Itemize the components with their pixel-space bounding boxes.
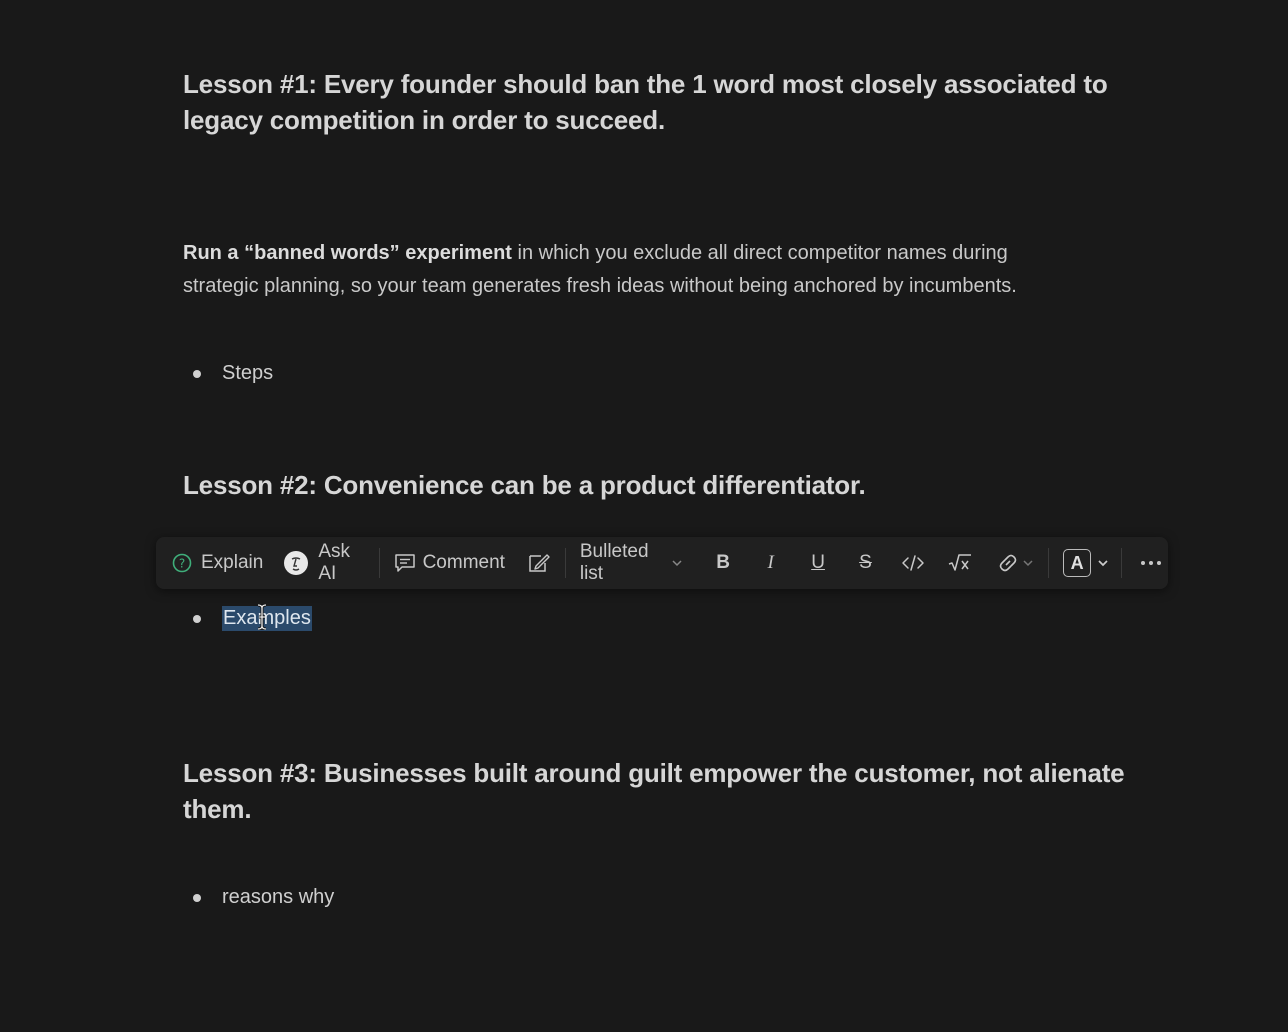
- list-item-reasons-why[interactable]: [193, 886, 334, 909]
- lesson-3-heading-line-1: Lesson #3: Businesses built around guilt empower the customer, not alienate: [183, 758, 1125, 788]
- italic-icon: I: [767, 552, 774, 573]
- lesson-3-heading[interactable]: [183, 755, 1124, 827]
- bullet-dot: [193, 615, 201, 623]
- math-icon: [948, 553, 972, 573]
- lesson-3-heading-line-2: them.: [183, 794, 252, 824]
- formatting-toolbar: [156, 537, 1168, 589]
- list-item-steps[interactable]: [193, 362, 273, 385]
- code-icon: [901, 554, 925, 572]
- more-options-button[interactable]: [1134, 545, 1168, 581]
- text-cursor-icon: [256, 604, 268, 635]
- lesson-1-paragraph-line-2: strategic planning, so your team generates fresh ideas without being anchored by incumbents.: [183, 275, 1017, 297]
- ask-ai-button[interactable]: [277, 541, 370, 584]
- text-color-icon: A: [1063, 549, 1091, 577]
- link-icon: [996, 552, 1020, 574]
- block-type-label: Bulleted list: [579, 541, 649, 584]
- chevron-down-icon: [1022, 558, 1034, 568]
- list-item-examples[interactable]: [193, 606, 312, 631]
- lesson-1-heading-line-2: legacy competition in order to succeed.: [183, 105, 665, 135]
- italic-button[interactable]: [751, 545, 790, 581]
- chevron-down-icon: [671, 558, 683, 568]
- suggest-edit-button[interactable]: [521, 545, 557, 581]
- toolbar-divider: [565, 548, 566, 578]
- bullet-dot: [193, 894, 201, 902]
- ai-face-icon: [283, 550, 309, 576]
- bold-icon: B: [716, 552, 731, 573]
- list-item-text-selected: Examples: [223, 607, 311, 629]
- underline-icon: U: [811, 552, 825, 573]
- code-button[interactable]: [893, 545, 932, 581]
- comment-icon: [394, 553, 416, 573]
- lesson-1-paragraph[interactable]: [183, 237, 1143, 303]
- more-icon: [1140, 560, 1162, 566]
- list-item-text: Steps: [222, 362, 274, 384]
- strikethrough-button[interactable]: [846, 545, 885, 581]
- lesson-2-heading[interactable]: [183, 467, 866, 503]
- lesson-1-paragraph-bold: Run a “banned words” experiment: [183, 242, 512, 264]
- link-button[interactable]: [990, 545, 1040, 581]
- comment-label: Comment: [422, 552, 505, 573]
- bullet-dot: [193, 370, 201, 378]
- toolbar-divider: [379, 548, 380, 578]
- block-type-dropdown[interactable]: [574, 541, 690, 584]
- explain-button[interactable]: [166, 545, 269, 581]
- ask-ai-label: Ask AI: [318, 541, 351, 584]
- bold-button[interactable]: [703, 545, 742, 581]
- toolbar-divider: [1048, 548, 1049, 578]
- lesson-2-heading-line-1: Lesson #2: Convenience can be a product differentiator.: [183, 470, 866, 500]
- comment-button[interactable]: [388, 545, 511, 581]
- equation-button[interactable]: [941, 545, 980, 581]
- lesson-1-paragraph-line-1: in which you exclude all direct competitor names during: [511, 242, 1008, 264]
- list-item-text: reasons why: [222, 886, 335, 908]
- lesson-1-heading-line-1: Lesson #1: Every founder should ban the 1 word most closely associated to: [183, 69, 1108, 99]
- help-circle-icon: [172, 553, 192, 573]
- underline-button[interactable]: [798, 545, 837, 581]
- toolbar-divider: [1121, 548, 1122, 578]
- lesson-1-heading[interactable]: [183, 66, 1108, 138]
- text-color-button[interactable]: [1057, 545, 1115, 581]
- strikethrough-icon: S: [859, 552, 872, 573]
- explain-label: Explain: [201, 552, 264, 573]
- chevron-down-icon: [1097, 558, 1109, 568]
- edit-icon: [527, 552, 551, 574]
- svg-text:?: ?: [178, 556, 186, 571]
